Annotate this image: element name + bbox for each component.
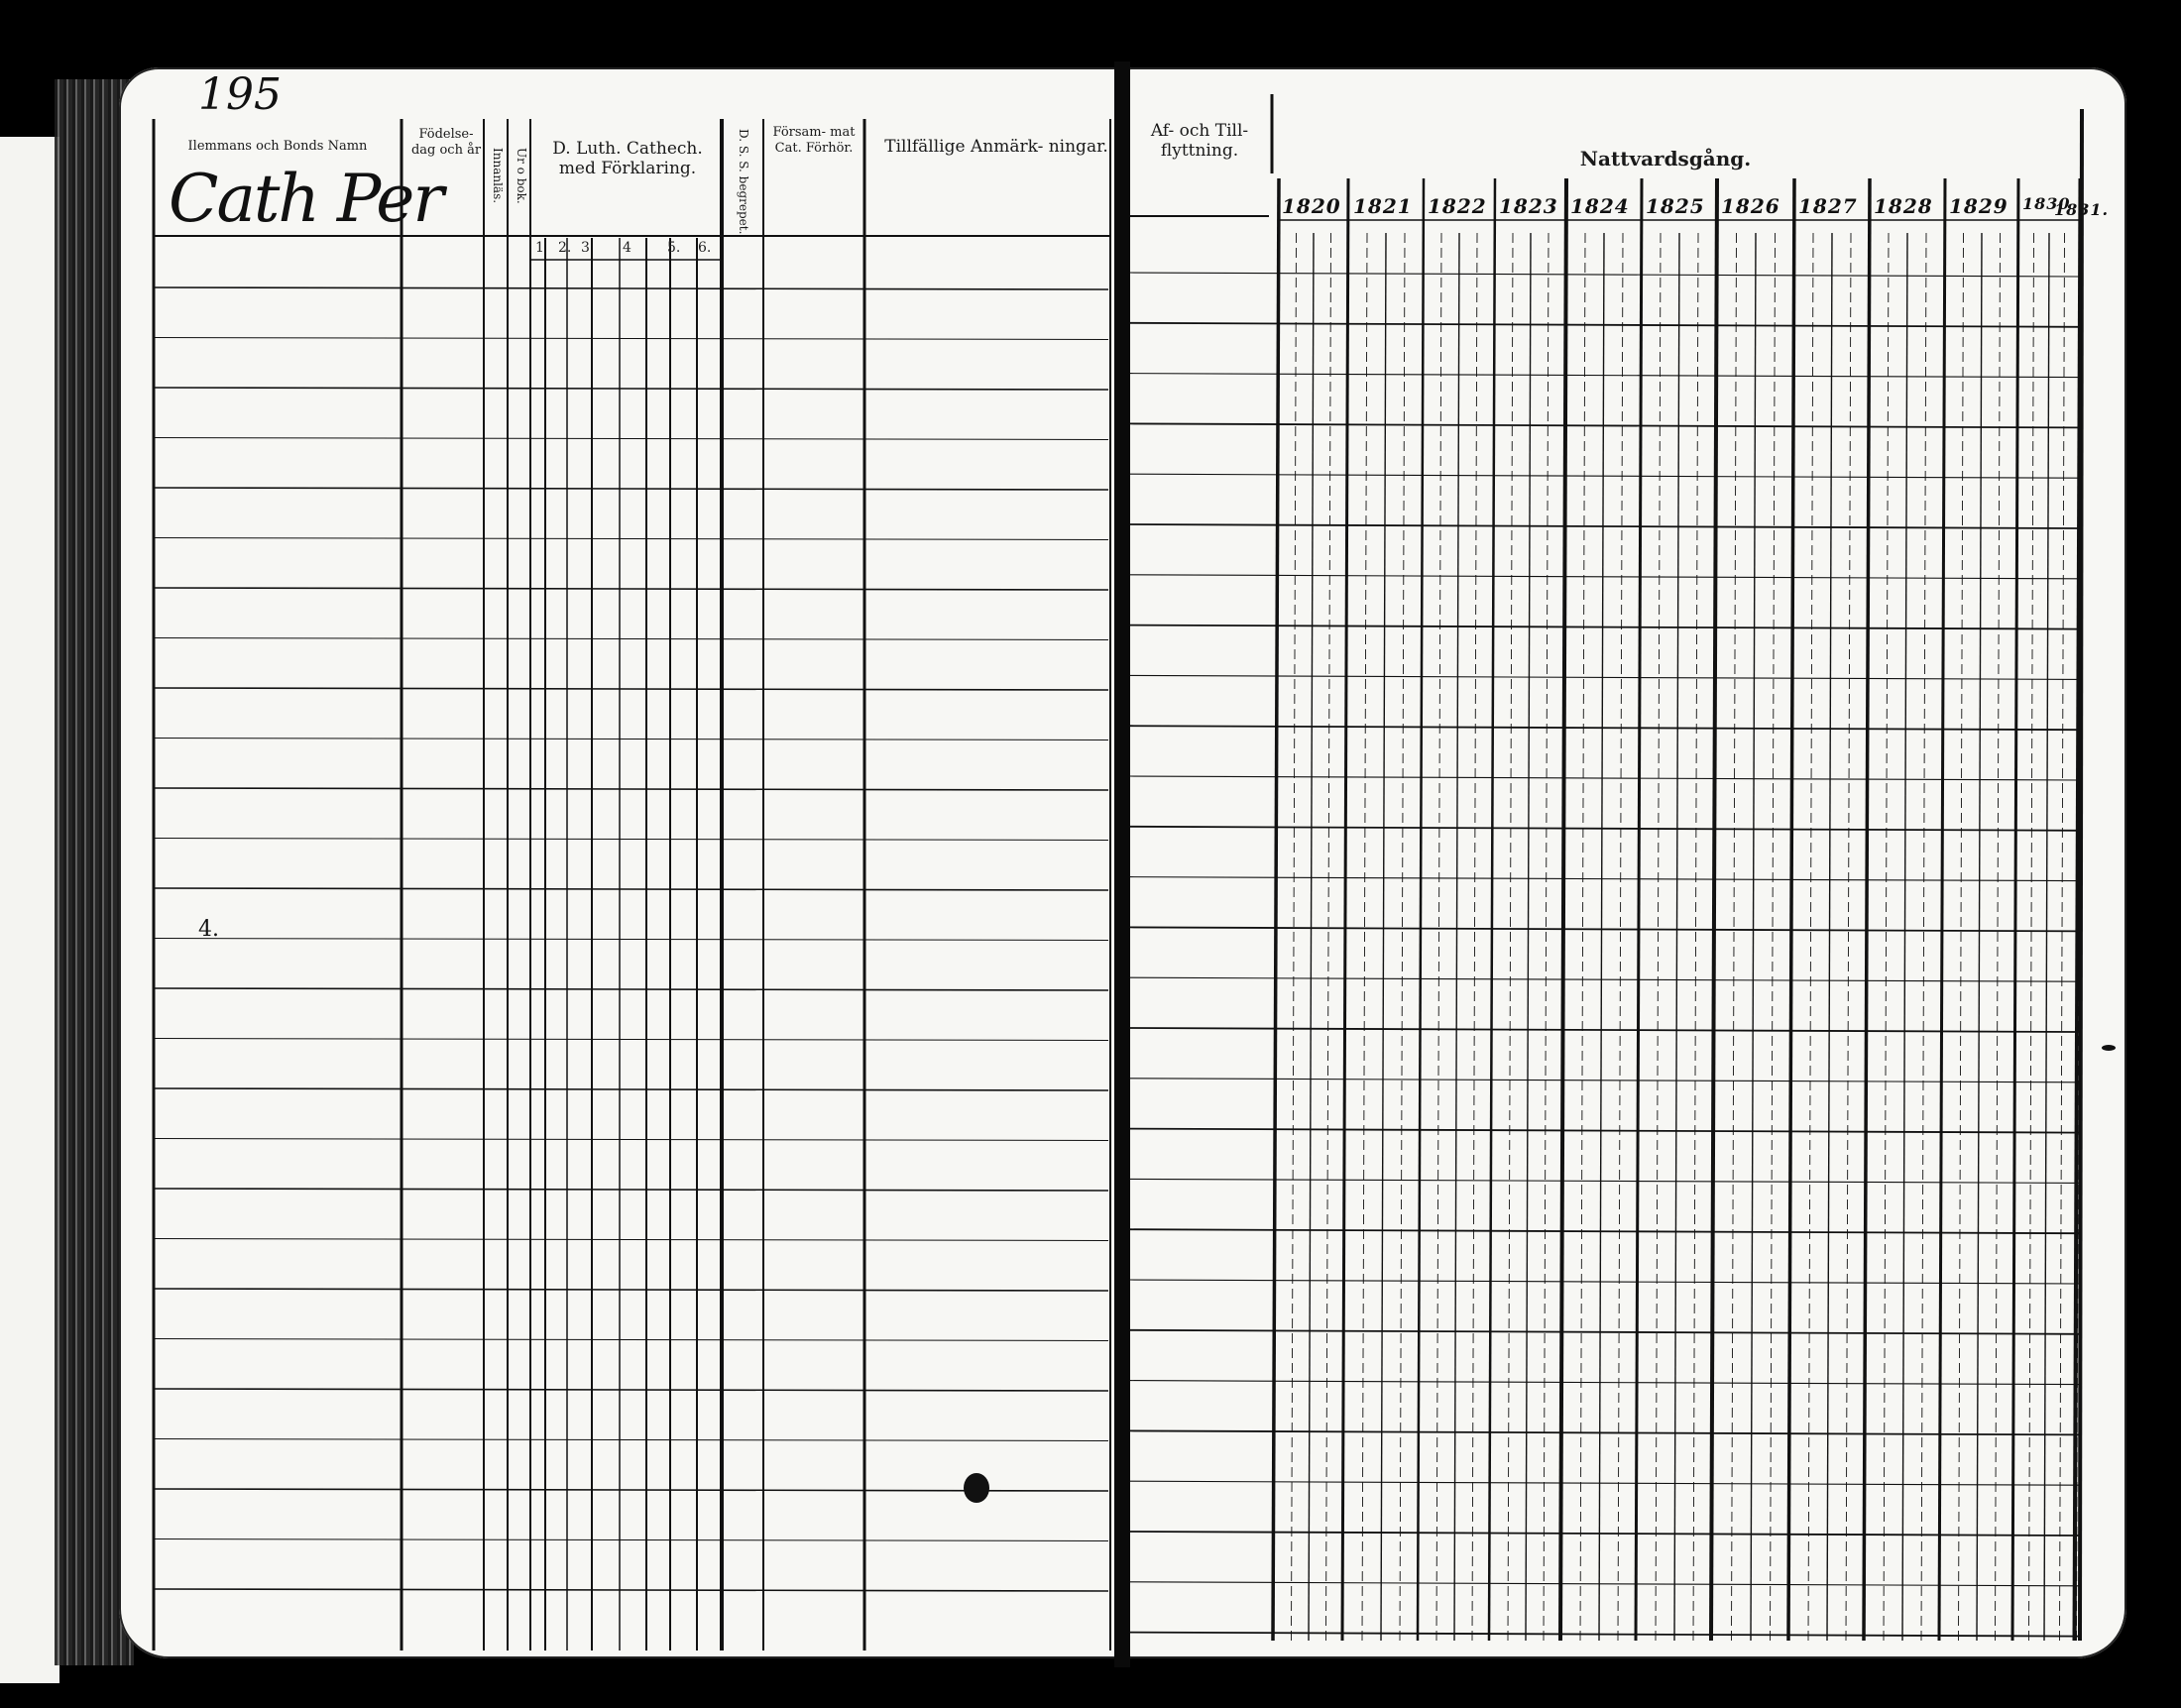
right-row-rule [1130, 877, 2080, 881]
right-row-rule [1130, 827, 2080, 831]
left-row-rule [154, 438, 1108, 440]
year-column-rule [1342, 178, 1348, 1641]
year-column-rule [1788, 178, 1794, 1641]
year-sub-rule [1674, 233, 1679, 1641]
left-row-rule [154, 1139, 1108, 1141]
year-label: 1830 [2022, 194, 2071, 213]
margin-note: 4. [198, 917, 219, 942]
left-row-rule [154, 338, 1108, 340]
year-column-rule [1711, 178, 1717, 1641]
left-row-rule [154, 1439, 1108, 1441]
year-sub-rule [1996, 233, 2001, 1641]
left-row-rule [154, 939, 1108, 941]
catechism-subcolumn-number: 1 [535, 240, 544, 256]
right-row-rule [1130, 927, 2080, 931]
left-row-rule [154, 1589, 1108, 1591]
left-row-rule [154, 538, 1108, 540]
year-column-rule [2012, 178, 2018, 1641]
right-row-rule [1130, 626, 2080, 629]
year-sub-rule [1827, 233, 1832, 1641]
year-column-rule [1939, 178, 1945, 1641]
left-row-rule [154, 988, 1108, 990]
year-sub-rule [1309, 233, 1314, 1641]
header-innantal: Innanläs. [491, 147, 505, 204]
right-row-rule [1130, 1028, 2080, 1032]
left-row-rule [154, 388, 1108, 390]
header-bok: Ur o bok. [515, 147, 528, 204]
catechism-subcolumn-number: 6. [698, 240, 712, 256]
year-sub-rule [1326, 233, 1331, 1641]
year-sub-rule [1846, 233, 1851, 1641]
year-label: 1825 [1646, 194, 1705, 218]
left-row-rule [154, 1239, 1108, 1241]
right-row-rule [1130, 374, 2080, 378]
header-remarks: Tillfällige Anmärk- ningar. [884, 137, 1108, 157]
year-label: 1828 [1874, 194, 1933, 218]
right-border-rule [2080, 109, 2082, 1641]
header-confirmed: Försam- mat Cat. Förhör. [772, 125, 856, 156]
right-row-rule [1130, 575, 2080, 579]
year-sub-rule [1884, 233, 1889, 1641]
year-sub-rule [2060, 233, 2065, 1641]
left-row-rule [154, 739, 1108, 740]
ink-mark [2102, 1045, 2116, 1051]
right-row-rule [1130, 726, 2080, 730]
year-sub-rule [1959, 233, 1964, 1641]
right-row-rule [1130, 776, 2080, 780]
year-column-rule [1864, 178, 1870, 1641]
year-sub-rule [1618, 233, 1623, 1641]
right-row-rule [1130, 273, 2080, 277]
header-names: Ilemmans och Bonds Namn [187, 139, 368, 154]
year-sub-rule [2029, 233, 2034, 1641]
year-sub-rule [1808, 233, 1813, 1641]
left-row-rule [154, 1088, 1108, 1090]
year-label: 1822 [1428, 194, 1487, 218]
year-sub-rule [1693, 233, 1698, 1641]
left-row-rule [154, 1389, 1108, 1391]
page-number: 195 [198, 69, 282, 120]
year-sub-rule [1362, 233, 1367, 1641]
year-sub-rule [1771, 233, 1776, 1641]
year-label: 1829 [1949, 194, 2009, 218]
catechism-subcolumn-number: 4 [623, 240, 631, 256]
year-sub-rule [2044, 233, 2049, 1641]
right-row-rule [1130, 423, 2080, 427]
year-sub-rule [1902, 233, 1907, 1641]
year-column-rule [1418, 178, 1424, 1641]
right-row-rule [1130, 1229, 2080, 1233]
year-sub-rule [1526, 233, 1531, 1641]
year-sub-rule [1921, 233, 1926, 1641]
left-row-rule [154, 1189, 1108, 1191]
left-row-rule [154, 1339, 1108, 1341]
year-sub-rule [1732, 233, 1737, 1641]
year-label: 1827 [1798, 194, 1858, 218]
year-sub-rule [1544, 233, 1549, 1641]
year-column-rule [1560, 178, 1566, 1641]
year-sub-rule [1508, 233, 1513, 1641]
right-row-rule [1130, 675, 2080, 679]
left-row-rule [154, 1289, 1108, 1291]
year-label: 1826 [1721, 194, 1780, 218]
year-label: 1821 [1353, 194, 1413, 218]
header-communion: Nattvardsgång. [1579, 147, 1752, 171]
year-sub-rule [1656, 233, 1661, 1641]
left-row-rule [154, 688, 1108, 690]
left-row-rule [154, 1039, 1108, 1041]
year-sub-rule [1977, 233, 1982, 1641]
right-row-rule [1130, 1179, 2080, 1183]
year-label: 1824 [1570, 194, 1630, 218]
year-sub-rule [1436, 233, 1441, 1641]
right-row-rule [1130, 474, 2080, 478]
year-sub-rule [1472, 233, 1477, 1641]
year-column-rule [1273, 178, 1279, 1641]
year-column-rule [1489, 178, 1495, 1641]
catechism-subcolumn-number: 5. [667, 240, 681, 256]
year-label: 1820 [1282, 194, 1341, 218]
left-row-rule [154, 888, 1108, 890]
year-sub-rule [1381, 233, 1386, 1641]
right-row-rule [1130, 1079, 2080, 1082]
ink-blot [964, 1473, 989, 1503]
catechism-subcolumn-number: 3 [581, 240, 590, 256]
left-row-rule [154, 287, 1108, 289]
year-sub-rule [1400, 233, 1405, 1641]
header-begrep: D. S. S. begrepet. [737, 129, 750, 235]
right-row-rule [1130, 1129, 2080, 1133]
left-row-rule [154, 788, 1108, 790]
right-row-rule [1130, 1280, 2080, 1284]
year-label: 1823 [1499, 194, 1558, 218]
year-sub-rule [1751, 233, 1756, 1641]
header-catechism: D. Luth. Cathech. med Förklaring. [552, 139, 703, 178]
left-row-rule [154, 1539, 1108, 1541]
left-row-rule [154, 839, 1108, 841]
left-row-rule [154, 488, 1108, 490]
right-row-rule [1130, 323, 2080, 327]
handwritten-name: Cath Per [169, 161, 442, 237]
left-row-rule [154, 638, 1108, 640]
left-row-rule [154, 588, 1108, 590]
year-sub-rule [1580, 233, 1585, 1641]
right-row-rule [1130, 524, 2080, 528]
year-column-rule [1636, 178, 1642, 1641]
header-birth: Födelse- dag och år [410, 127, 482, 158]
header-moving: Af- och Till- flyttning. [1150, 121, 1249, 161]
year-sub-rule [1454, 233, 1459, 1641]
year-label: 1831. [2054, 200, 2110, 219]
right-row-rule [1130, 977, 2080, 981]
year-sub-rule [1599, 233, 1604, 1641]
catechism-subcolumn-number: 2. [558, 240, 572, 256]
year-sub-rule [1292, 233, 1297, 1641]
